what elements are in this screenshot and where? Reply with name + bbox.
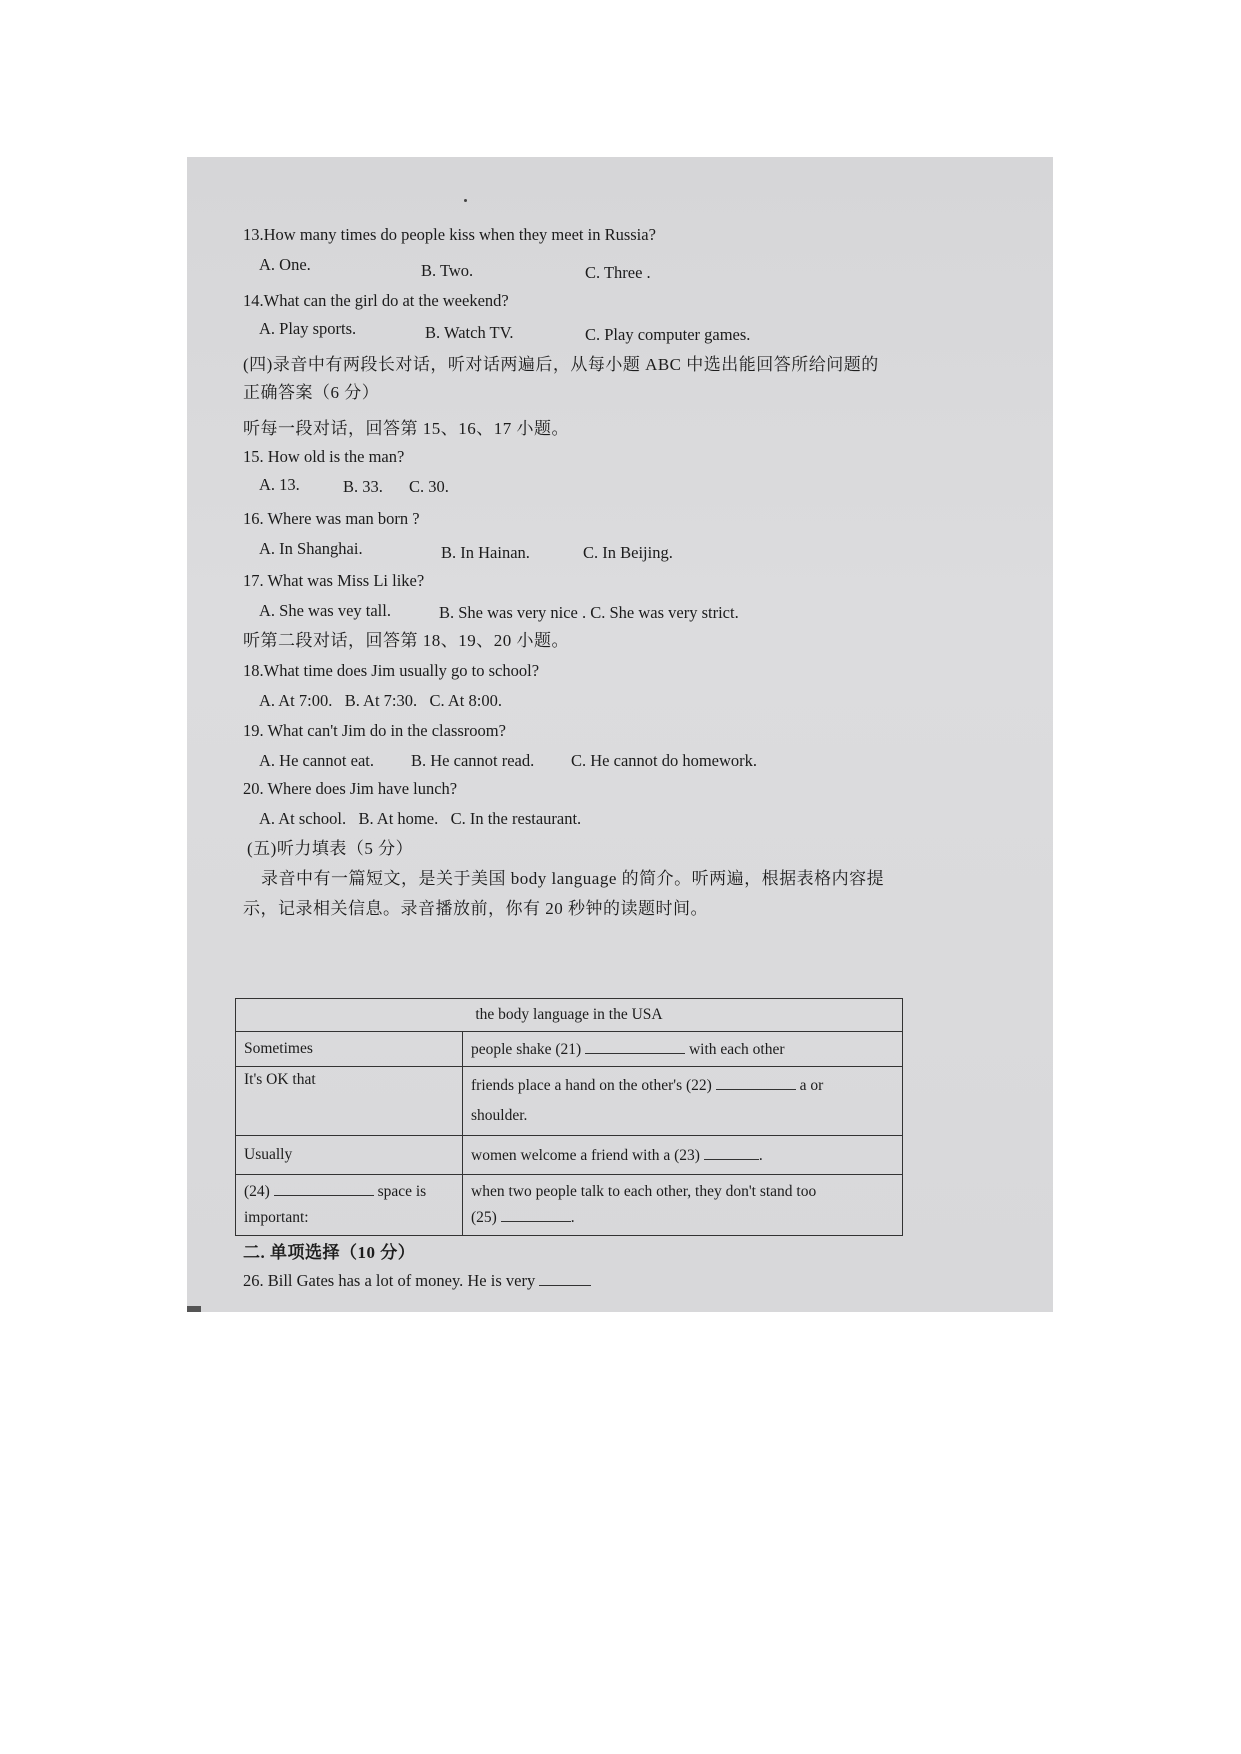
row4-text-b: (25) bbox=[471, 1209, 497, 1226]
q19-option-a: A. He cannot eat. bbox=[259, 751, 374, 770]
blank-22[interactable] bbox=[716, 1075, 796, 1090]
blank-25[interactable] bbox=[501, 1207, 571, 1222]
part2-title: 二. 单项选择（10 分） bbox=[243, 1243, 416, 1262]
q18-options: A. At 7:00. B. At 7:30. C. At 8:00. bbox=[259, 691, 502, 710]
q17-options-bc: B. She was very nice . C. She was very strict. bbox=[439, 603, 739, 622]
row1-label: Sometimes bbox=[236, 1032, 463, 1067]
blank-21[interactable] bbox=[585, 1039, 685, 1054]
row2-text-b: a or bbox=[799, 1077, 824, 1094]
q14-option-c: C. Play computer games. bbox=[585, 325, 751, 344]
q19-option-c: C. He cannot do homework. bbox=[571, 751, 758, 770]
row4-label bbox=[236, 1175, 463, 1236]
row3-content bbox=[463, 1136, 903, 1175]
row3-text-a: women welcome a friend with a (23) bbox=[471, 1147, 700, 1164]
dialogue2-note: 听第二段对话，回答第 18、19、20 小题。 bbox=[243, 631, 569, 650]
section5-title: (五)听力填表（5 分） bbox=[247, 839, 414, 858]
q17-option-a: A. She was vey tall. bbox=[259, 601, 391, 620]
section5-instruction-1: 录音中有一篇短文，是关于美国 body language 的简介。听两遍，根据表格内容提 bbox=[261, 869, 885, 888]
body-language-table bbox=[235, 998, 903, 1236]
row1-content bbox=[463, 1032, 903, 1067]
section4-score: 正确答案（6 分） bbox=[243, 383, 380, 402]
q13-option-b: B. Two. bbox=[421, 261, 474, 280]
q13-option-a: A. One. bbox=[259, 255, 311, 274]
q19-text: 19. What can't Jim do in the classroom? bbox=[243, 721, 506, 740]
q18-text: 18.What time does Jim usually go to school? bbox=[243, 661, 540, 680]
q13-text: 13.How many times do people kiss when they meet in Russia? bbox=[243, 225, 656, 244]
row4-label-c: important: bbox=[244, 1209, 309, 1226]
row2-content bbox=[463, 1067, 903, 1136]
blank-24[interactable] bbox=[274, 1181, 374, 1196]
q14-text: 14.What can the girl do at the weekend? bbox=[243, 291, 509, 310]
q16-option-b: B. In Hainan. bbox=[441, 543, 530, 562]
row1-text-b: with each other bbox=[688, 1041, 785, 1058]
row2-text-a: friends place a hand on the other's (22) bbox=[471, 1077, 712, 1094]
row1-text-a: people shake (21) bbox=[471, 1041, 582, 1058]
blank-26[interactable] bbox=[539, 1271, 591, 1286]
q19-option-b: B. He cannot read. bbox=[411, 751, 535, 770]
q15-text: 15. How old is the man? bbox=[243, 447, 405, 466]
q16-text: 16. Where was man born ? bbox=[243, 509, 420, 528]
q26-stem: 26. Bill Gates has a lot of money. He is very bbox=[243, 1271, 536, 1290]
q20-text: 20. Where does Jim have lunch? bbox=[243, 779, 458, 798]
exam-page-photo bbox=[187, 157, 1053, 1312]
q15-option-c: C. 30. bbox=[409, 477, 449, 496]
q13-option-c: C. Three . bbox=[585, 263, 651, 282]
q15-option-a: A. 13. bbox=[259, 475, 300, 494]
q20-options: A. At school. B. At home. C. In the restaurant. bbox=[259, 809, 582, 828]
q16-option-c: C. In Beijing. bbox=[583, 543, 673, 562]
q15-option-b: B. 33. bbox=[343, 477, 383, 496]
q17-text: 17. What was Miss Li like? bbox=[243, 571, 425, 590]
section5-instruction-2: 示，记录相关信息。录音播放前，你有 20 秒钟的读题时间。 bbox=[243, 899, 708, 918]
row4-content bbox=[463, 1175, 903, 1236]
speck bbox=[464, 199, 467, 202]
blank-23[interactable] bbox=[704, 1145, 759, 1160]
page-corner-mark bbox=[187, 1306, 201, 1312]
row2-text-c: shoulder. bbox=[471, 1107, 528, 1124]
row3-text-b: . bbox=[758, 1147, 763, 1164]
row4-label-b: space is bbox=[377, 1183, 427, 1200]
row3-label: Usually bbox=[236, 1136, 463, 1175]
q14-option-a: A. Play sports. bbox=[259, 319, 357, 338]
row2-label: It's OK that bbox=[236, 1067, 463, 1136]
q16-option-a: A. In Shanghai. bbox=[259, 539, 363, 558]
q26-text bbox=[243, 1271, 591, 1291]
row4-text-c: . bbox=[570, 1209, 575, 1226]
table-title: the body language in the USA bbox=[236, 999, 903, 1032]
dialogue1-note: 听每一段对话，回答第 15、16、17 小题。 bbox=[243, 419, 569, 438]
section4-instruction: (四)录音中有两段长对话，听对话两遍后，从每小题 ABC 中选出能回答所给问题的 bbox=[243, 355, 879, 374]
row4-text-a: when two people talk to each other, they don't stand too bbox=[471, 1183, 817, 1200]
q14-option-b: B. Watch TV. bbox=[425, 323, 514, 342]
row4-label-a: (24) bbox=[244, 1183, 270, 1200]
